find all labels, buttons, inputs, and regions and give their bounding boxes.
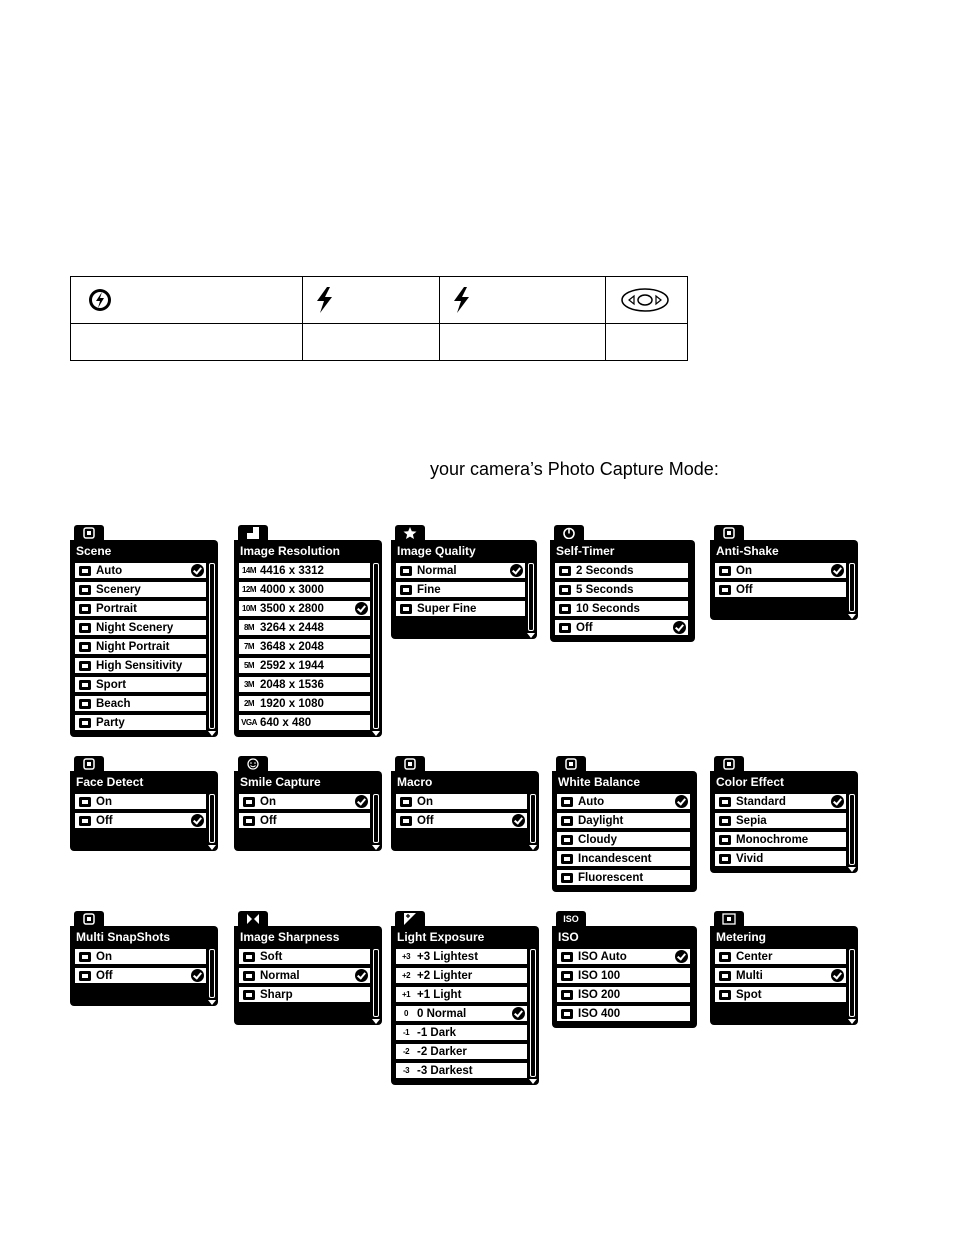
option-label: Off [576, 621, 593, 634]
option-label: 4416 x 3312 [260, 564, 324, 577]
check-icon [191, 814, 204, 827]
multi-snapshots-item-icon [78, 970, 92, 982]
option-label: 5 Seconds [576, 583, 634, 596]
menu-title: Light Exposure [397, 930, 485, 944]
white-balance-option[interactable] [556, 831, 691, 848]
option-label: Spot [736, 988, 762, 1001]
anti-shake-option[interactable] [714, 562, 847, 579]
white-balance-icon [564, 758, 578, 770]
scene-option[interactable] [74, 695, 207, 712]
resolution-item-icon: 7M [243, 642, 255, 651]
menu-title: Image Resolution [240, 544, 341, 558]
option-label: Daylight [578, 814, 624, 827]
star-icon [403, 527, 417, 539]
menu-body [710, 540, 858, 620]
face-detect-item-icon [78, 815, 92, 827]
option-label: Cloudy [578, 833, 617, 846]
anti-shake-item-icon [718, 565, 732, 577]
menu-body [70, 540, 218, 737]
metering-option[interactable] [714, 948, 847, 965]
menu-title: Multi SnapShots [76, 930, 170, 944]
iso-option[interactable] [556, 1005, 691, 1022]
scrollbar[interactable] [530, 794, 536, 843]
menu-tab[interactable] [74, 525, 104, 541]
check-icon [355, 795, 368, 808]
menu-body [391, 540, 537, 639]
scene-option[interactable] [74, 581, 207, 598]
menu-title: Smile Capture [240, 775, 321, 789]
white-balance-option[interactable] [556, 812, 691, 829]
resolution-item-icon: 2M [243, 699, 255, 708]
flash-off-cell [71, 277, 303, 324]
check-icon [675, 795, 688, 808]
iso-option[interactable] [556, 967, 691, 984]
flash-off-icon [87, 287, 113, 313]
option-label: Fine [417, 583, 441, 596]
iso-item-icon [560, 1008, 574, 1020]
option-label: 2 Seconds [576, 564, 634, 577]
quality-item-icon [399, 584, 413, 596]
face-detect-item-icon [78, 796, 92, 808]
exposure-item-icon: +2 [401, 971, 411, 980]
self-timer-option[interactable] [554, 600, 689, 617]
menu-body [552, 926, 697, 1028]
color-effect-option[interactable] [714, 850, 847, 867]
flash-off-desc [71, 324, 303, 361]
option-label: Off [417, 814, 434, 827]
scene-item-icon [78, 717, 92, 729]
self-timer-option[interactable] [554, 581, 689, 598]
quality-option[interactable] [395, 562, 526, 579]
option-label: Portrait [96, 602, 137, 615]
scene-item-icon [78, 641, 92, 653]
color-effect-icon [722, 758, 736, 770]
option-label: Soft [260, 950, 283, 963]
menu-title: Scene [76, 544, 112, 558]
option-label: +3 Lightest [417, 950, 479, 963]
option-label: 3264 x 2448 [260, 621, 324, 634]
resolution-option[interactable] [238, 619, 371, 636]
menu-title: Image Quality [397, 544, 476, 558]
menu-title: Color Effect [716, 775, 785, 789]
sharpness-item-icon [242, 951, 256, 963]
white-balance-option[interactable] [556, 793, 691, 810]
menu-title: Metering [716, 930, 767, 944]
nav-ring-cell [606, 277, 688, 324]
white-balance-item-icon [560, 872, 574, 884]
smile-capture-item-icon [242, 796, 256, 808]
menu-title: White Balance [558, 775, 641, 789]
scene-item-icon [78, 622, 92, 634]
menu-body [391, 926, 539, 1085]
quality-option[interactable] [395, 600, 526, 617]
check-icon [675, 950, 688, 963]
check-icon [355, 602, 368, 615]
option-label: -3 Darkest [417, 1064, 473, 1077]
option-label: Night Scenery [96, 621, 174, 634]
exposure-item-icon: -3 [402, 1066, 410, 1075]
color-effect-item-icon [718, 815, 732, 827]
flash-auto-icon [313, 286, 335, 314]
macro-option[interactable] [395, 793, 528, 810]
menu-body [710, 926, 858, 1025]
iso-item-icon [560, 970, 574, 982]
flower-icon [403, 758, 417, 770]
option-label: Beach [96, 697, 131, 710]
menu-title: Anti-Shake [716, 544, 779, 558]
resolution-item-icon: 14M [241, 566, 257, 575]
menu-tab[interactable] [556, 756, 586, 772]
sharpness-option[interactable] [238, 967, 371, 984]
option-label: Off [260, 814, 277, 827]
white-balance-item-icon [560, 834, 574, 846]
exposure-option[interactable] [395, 967, 528, 984]
exposure-item-icon: -1 [402, 1028, 410, 1037]
white-balance-option[interactable] [556, 869, 691, 886]
exposure-option[interactable] [395, 986, 528, 1003]
menu-title: Self-Timer [556, 544, 615, 558]
exposure-option[interactable] [395, 948, 528, 965]
smile-capture-option[interactable] [238, 793, 371, 810]
menu-tab[interactable] [238, 756, 268, 772]
option-label: Auto [96, 564, 123, 577]
smile-icon [246, 758, 260, 770]
menu-tab[interactable] [556, 911, 586, 927]
quality-item-icon [399, 565, 413, 577]
iso-icon: ISO [563, 914, 579, 924]
option-label: -1 Dark [417, 1026, 456, 1039]
metering-icon [722, 913, 736, 925]
menu-title: ISO [558, 930, 579, 944]
metering-item-icon [718, 970, 732, 982]
option-label: ISO 200 [578, 988, 621, 1001]
flash-auto-desc [303, 324, 440, 361]
option-label: Vivid [736, 852, 764, 865]
check-icon [355, 969, 368, 982]
option-label: 640 x 480 [260, 716, 312, 729]
exposure-item-icon: +1 [401, 990, 411, 999]
option-label: 4000 x 3000 [260, 583, 324, 596]
scene-option[interactable] [74, 600, 207, 617]
option-label: On [417, 795, 433, 808]
flash-auto-cell [303, 277, 440, 324]
check-icon [831, 969, 844, 982]
option-label: 1920 x 1080 [260, 697, 324, 710]
exposure-item-icon: -2 [402, 1047, 410, 1056]
resolution-option[interactable] [238, 695, 371, 712]
scene-item-icon [78, 660, 92, 672]
sharpness-option[interactable] [238, 948, 371, 965]
macro-item-icon [399, 815, 413, 827]
resolution-option[interactable] [238, 581, 371, 598]
metering-item-icon [718, 989, 732, 1001]
quality-option[interactable] [395, 581, 526, 598]
menu-body [234, 540, 382, 737]
option-label: Off [96, 969, 113, 982]
scrollbar[interactable] [849, 563, 855, 612]
option-label: On [260, 795, 276, 808]
option-label: ISO 100 [578, 969, 621, 982]
option-label: On [96, 950, 112, 963]
face-icon [82, 758, 96, 770]
option-label: Off [96, 814, 113, 827]
scrollbar[interactable] [373, 794, 379, 843]
iso-option[interactable] [556, 986, 691, 1003]
option-label: 2592 x 1944 [260, 659, 324, 672]
self-timer-item-icon [558, 584, 572, 596]
scrollbar[interactable] [209, 794, 215, 843]
self-timer-option[interactable] [554, 562, 689, 579]
scene-option[interactable] [74, 638, 207, 655]
option-label: Normal [260, 969, 300, 982]
iso-item-icon [560, 989, 574, 1001]
option-label: Super Fine [417, 602, 477, 615]
option-label: ISO Auto [578, 950, 627, 963]
exposure-option[interactable] [395, 1005, 528, 1022]
resolution-item-icon: 3M [243, 680, 255, 689]
macro-option[interactable] [395, 812, 528, 829]
menu-body [550, 540, 695, 642]
menu-body [710, 771, 858, 873]
navigation-ring-icon [620, 287, 670, 313]
multi-snapshots-option[interactable] [74, 967, 207, 984]
multi-snapshots-item-icon [78, 951, 92, 963]
check-icon [510, 564, 523, 577]
menu-body [70, 771, 218, 851]
white-balance-item-icon [560, 796, 574, 808]
scene-item-icon [78, 565, 92, 577]
multi-snapshots-option[interactable] [74, 948, 207, 965]
color-effect-option[interactable] [714, 812, 847, 829]
metering-option[interactable] [714, 967, 847, 984]
scrollbar[interactable] [849, 949, 855, 1017]
menu-tab[interactable] [714, 911, 744, 927]
option-label: 3648 x 2048 [260, 640, 324, 653]
scrollbar[interactable] [209, 949, 215, 998]
resolution-item-icon: 10M [241, 604, 257, 613]
check-icon [191, 564, 204, 577]
resolution-option[interactable] [238, 657, 371, 674]
scene-item-icon [78, 698, 92, 710]
flash-on-cell [440, 277, 606, 324]
color-effect-item-icon [718, 853, 732, 865]
menu-title: Face Detect [76, 775, 144, 789]
menu-tab[interactable] [554, 525, 584, 541]
scrollbar[interactable] [849, 794, 855, 865]
check-icon [831, 564, 844, 577]
scrollbar[interactable] [373, 949, 379, 1017]
quality-item-icon [399, 603, 413, 615]
menu-tab[interactable] [74, 756, 104, 772]
sharpness-icon [246, 913, 260, 925]
check-icon [191, 969, 204, 982]
option-label: Standard [736, 795, 786, 808]
metering-item-icon [718, 951, 732, 963]
option-label: Sport [96, 678, 127, 691]
option-label: Sharp [260, 988, 293, 1001]
sharpness-item-icon [242, 970, 256, 982]
exposure-item-icon: +3 [401, 952, 411, 961]
option-label: Monochrome [736, 833, 809, 846]
menu-tab[interactable] [74, 911, 104, 927]
hand-icon [722, 527, 736, 539]
iso-item-icon [560, 951, 574, 963]
menu-body [70, 926, 218, 1006]
metering-option[interactable] [714, 986, 847, 1003]
resolution-option[interactable] [238, 562, 371, 579]
scene-item-icon [78, 584, 92, 596]
option-label: Center [736, 950, 773, 963]
menu-title: Macro [397, 775, 433, 789]
flash-on-desc [440, 324, 606, 361]
color-effect-option[interactable] [714, 831, 847, 848]
option-label: On [96, 795, 112, 808]
option-label: Incandescent [578, 852, 652, 865]
option-label: Multi [736, 969, 763, 982]
scene-item-icon [78, 679, 92, 691]
option-label: 2048 x 1536 [260, 678, 324, 691]
resolution-option[interactable] [238, 676, 371, 693]
resolution-option[interactable] [238, 638, 371, 655]
scene-icon [82, 527, 96, 539]
option-label: Party [96, 716, 125, 729]
option-label: Scenery [96, 583, 141, 596]
option-label: 0 Normal [417, 1007, 467, 1020]
exposure-item-icon: 0 [404, 1009, 408, 1018]
option-label: On [736, 564, 752, 577]
menu-body [391, 771, 539, 851]
check-icon [512, 1007, 525, 1020]
menu-body [552, 771, 697, 892]
scrollbar[interactable] [528, 563, 534, 631]
option-label: Off [736, 583, 753, 596]
menu-tab[interactable] [238, 525, 268, 541]
option-label: Night Portrait [96, 640, 170, 653]
white-balance-option[interactable] [556, 850, 691, 867]
option-label: Auto [578, 795, 605, 808]
sharpness-item-icon [242, 989, 256, 1001]
option-label: Fluorescent [578, 871, 644, 884]
exposure-option[interactable] [395, 1062, 528, 1079]
smile-capture-item-icon [242, 815, 256, 827]
resolution-item-icon: 5M [243, 661, 255, 670]
self-timer-option[interactable] [554, 619, 689, 636]
timer-icon [562, 527, 576, 539]
option-label: +1 Light [417, 988, 462, 1001]
resolution-icon [246, 527, 260, 539]
self-timer-item-icon [558, 565, 572, 577]
resolution-option[interactable] [238, 714, 371, 731]
flash-on-icon [450, 286, 472, 314]
color-effect-option[interactable] [714, 793, 847, 810]
check-icon [831, 795, 844, 808]
multi-frame-icon [82, 913, 96, 925]
resolution-item-icon: VGA [241, 718, 257, 727]
menu-tab[interactable] [395, 525, 425, 541]
option-label: High Sensitivity [96, 659, 183, 672]
option-label: 3500 x 2800 [260, 602, 324, 615]
anti-shake-option[interactable] [714, 581, 847, 598]
option-label: +2 Lighter [417, 969, 473, 982]
color-effect-item-icon [718, 834, 732, 846]
option-label: -2 Darker [417, 1045, 467, 1058]
flash-mode-table [70, 276, 688, 361]
scene-option[interactable] [74, 657, 207, 674]
menu-tab[interactable] [238, 911, 268, 927]
scrollbar[interactable] [530, 949, 536, 1077]
option-label: ISO 400 [578, 1007, 621, 1020]
color-effect-item-icon [718, 796, 732, 808]
scene-item-icon [78, 603, 92, 615]
menu-body [234, 926, 382, 1025]
smile-capture-option[interactable] [238, 812, 371, 829]
menu-tab[interactable] [714, 756, 744, 772]
option-label: 10 Seconds [576, 602, 640, 615]
intro-text: your camera’s Photo Capture Mode: [430, 459, 719, 479]
option-label: Sepia [736, 814, 767, 827]
scene-option[interactable] [74, 676, 207, 693]
option-label: Normal [417, 564, 457, 577]
scene-option[interactable] [74, 714, 207, 731]
scene-option[interactable] [74, 619, 207, 636]
resolution-option[interactable] [238, 600, 371, 617]
anti-shake-item-icon [718, 584, 732, 596]
white-balance-item-icon [560, 853, 574, 865]
check-icon [673, 621, 686, 634]
sharpness-option[interactable] [238, 986, 371, 1003]
iso-option[interactable] [556, 948, 691, 965]
resolution-item-icon: 8M [243, 623, 255, 632]
menu-title: Image Sharpness [240, 930, 340, 944]
menu-tab[interactable] [395, 756, 425, 772]
macro-item-icon [399, 796, 413, 808]
menu-tab[interactable] [714, 525, 744, 541]
face-detect-option[interactable] [74, 812, 207, 829]
resolution-item-icon: 12M [241, 585, 257, 594]
scrollbar[interactable] [209, 563, 215, 729]
nav-ring-desc [606, 324, 688, 361]
exposure-icon [403, 913, 417, 925]
self-timer-item-icon [558, 603, 572, 615]
exposure-option[interactable] [395, 1024, 528, 1041]
scene-option[interactable] [74, 562, 207, 579]
face-detect-option[interactable] [74, 793, 207, 810]
white-balance-item-icon [560, 815, 574, 827]
menu-tab[interactable] [395, 911, 425, 927]
check-icon [512, 814, 525, 827]
self-timer-item-icon [558, 622, 572, 634]
scrollbar[interactable] [373, 563, 379, 729]
menu-body [234, 771, 382, 851]
exposure-option[interactable] [395, 1043, 528, 1060]
